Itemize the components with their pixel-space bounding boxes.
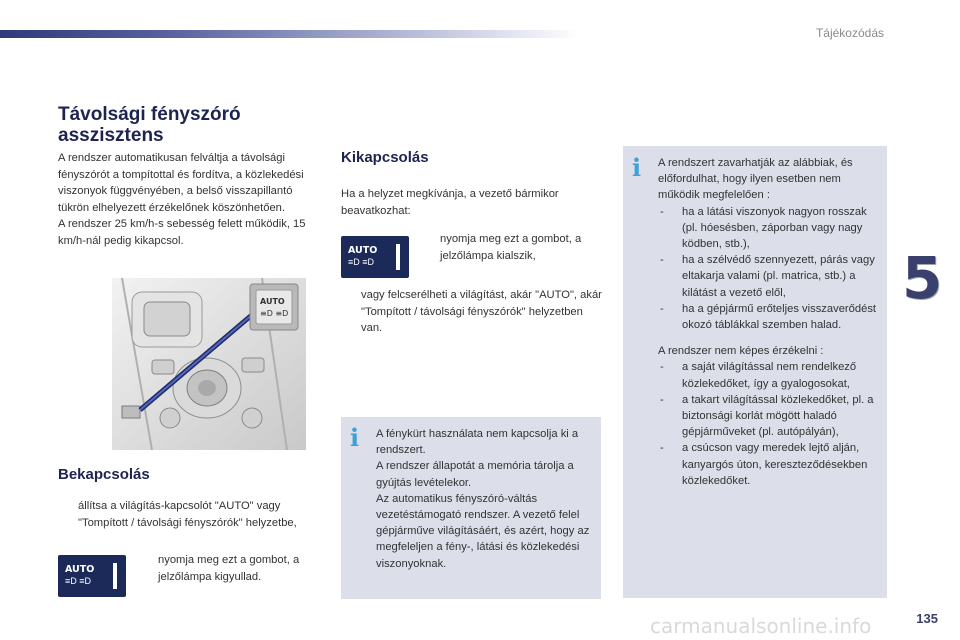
header-gradient-bar: [0, 30, 580, 38]
page-title-line1: Távolsági fényszóró: [58, 104, 241, 125]
intro-paragraph-1: A rendszer automatikusan felváltja a távolsági fényszórót a tompítottal és fordítva, a közlekedési viszonyok függvényében, a belső visszapillantó tükrön elhelyezett érzékelőnek köszönhetően.: [58, 152, 304, 214]
auto-label: AUTO: [65, 564, 95, 575]
dashboard-illustration: [112, 278, 306, 450]
intro-paragraph-2: A rendszer 25 km/h-s sebesség felett működik, 15 km/h-nál pedig kikapcsol.: [58, 218, 306, 247]
chapter-number: 5: [902, 244, 943, 312]
auto-headlamp-button[interactable]: [58, 555, 126, 597]
list-item: - ha a gépjármű erőteljes visszaverődést okozó táblákkal szemben halad.: [658, 301, 880, 333]
kikapcsolas-intro: Ha a helyzet megkívánja, a vezető bármikor beavatkozhat:: [341, 188, 559, 217]
section-header-title: Tájékozódás: [815, 26, 884, 40]
list-item: - a saját világítással nem rendelkező közlekedőket, így a gyalogosokat,: [658, 359, 880, 391]
page-title: [58, 104, 241, 146]
auto-headlamp-button[interactable]: [341, 236, 409, 278]
info-box-right: [623, 146, 887, 598]
kikapcsolas-bullet-1: [420, 231, 602, 264]
bullet-text: vagy felcserélheti a világítást, akár "AUTO", akár "Tompított / távolsági fényszórók" helyzetben van.: [361, 289, 602, 334]
headlamp-auto-icon: ≡D ≡D: [348, 257, 375, 267]
undetectable-list: [658, 359, 880, 489]
section-title-bekapcsolas: Bekapcsolás: [58, 466, 150, 483]
svg-text:≡D ≡D: ≡D ≡D: [260, 309, 289, 318]
info-middle-paragraph-1: A fénykürt használata nem kapcsolja ki a rendszert.: [376, 428, 579, 457]
info-box-middle-text: [376, 426, 598, 572]
list-item: - ha a látási viszonyok nagyon rosszak (pl. hóesésben, záporban vagy nagy ködben, stb.),: [658, 204, 880, 253]
list-item: - ha a szélvédő szennyezett, párás vagy eltakarja valami (pl. matrica, stb.) a kilátást a vezető elől,: [658, 252, 880, 301]
bekapcsolas-bullet-1: [58, 498, 314, 531]
info-middle-paragraph-3: Az automatikus fényszóró-váltás vezetéstámogató rendszer. A vezető felel gépjárműve világításáért, és azért, hogy az megfeleljen a fény-, látási és közlekedési viszonyoknak.: [376, 492, 590, 570]
section-title-kikapcsolas: Kikapcsolás: [341, 149, 429, 166]
info-icon: i: [350, 423, 360, 452]
page-title-line2: asszisztens: [58, 125, 164, 146]
info-box-middle: [341, 417, 601, 599]
headlamp-auto-icon: ≡D ≡D: [65, 576, 92, 586]
info-middle-paragraph-2: A rendszer állapotát a memória tárolja a gyújtás levételekor.: [376, 460, 574, 489]
info-right-intro-2: A rendszer nem képes érzékelni :: [658, 345, 824, 358]
indicator-bar-icon: [113, 563, 117, 589]
info-right-intro: A rendszert zavarhatják az alábbiak, és előfordulhat, hogy ilyen esetben nem működik megfelelően :: [658, 157, 853, 202]
watermark-text: carmanualsonline.info: [650, 614, 872, 638]
page-number: 135: [916, 611, 938, 626]
auto-label: AUTO: [348, 245, 378, 256]
list-item: - a csúcson vagy meredek lejtő alján, kanyargós úton, kereszteződésekben közlekedőket.: [658, 440, 880, 489]
svg-text:AUTO: AUTO: [260, 297, 285, 306]
disturbance-list: [658, 204, 880, 334]
kikapcsolas-bullet-2: [341, 287, 603, 337]
bullet-text: nyomja meg ezt a gombot, a jelzőlámpa kigyullad.: [158, 554, 300, 583]
info-icon: i: [632, 153, 642, 182]
info-box-right-text: [658, 155, 880, 489]
intro-text: [58, 150, 320, 249]
indicator-bar-icon: [396, 244, 400, 270]
bullet-text: nyomja meg ezt a gombot, a jelzőlámpa kialszik,: [440, 233, 582, 262]
bekapcsolas-bullet-2: [138, 552, 318, 585]
bullet-text: állítsa a világítás-kapcsolót "AUTO" vagy "Tompított / távolsági fényszórók" helyzetbe,: [78, 500, 297, 529]
list-item: - a takart világítással közlekedőket, pl. a biztonsági korlát mögött haladó gépjárműveket (pl. autópályán),: [658, 392, 880, 441]
